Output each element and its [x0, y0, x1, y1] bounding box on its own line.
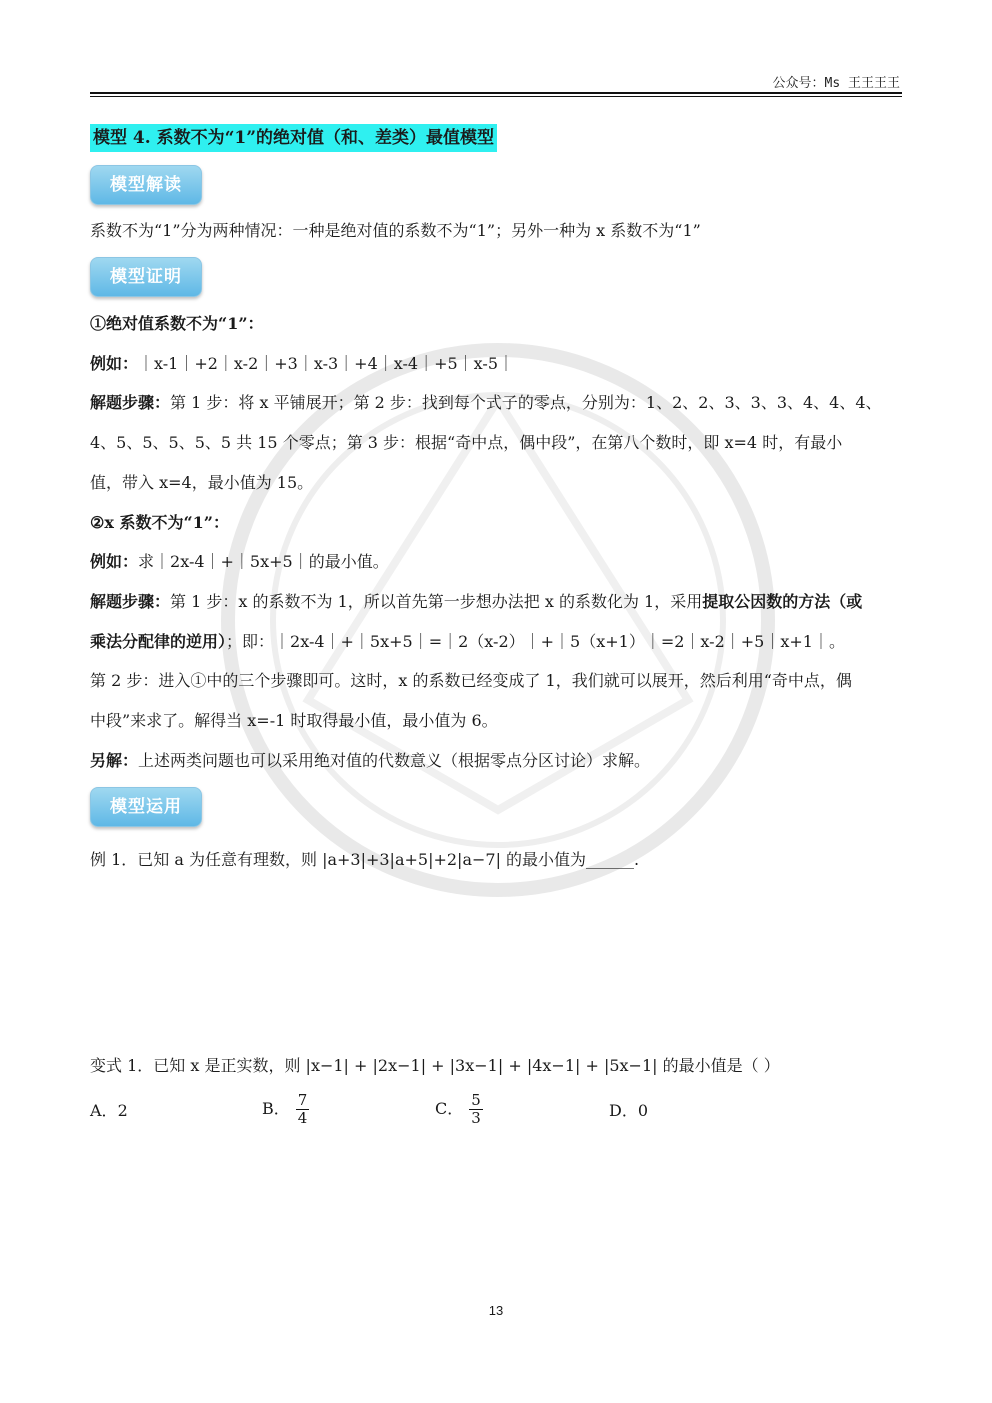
- case2-step2-line1: 第 2 步：进入①中的三个步骤即可。这时，x 的系数已经变成了 1，我们就可以展开，然后利用“奇中点，偶: [90, 671, 852, 690]
- section-title: 模型 4. 系数不为“1”的绝对值（和、差类）最值模型: [90, 124, 497, 152]
- example-text: ｜x-1｜+2｜x-2｜+3｜x-3｜+4｜x-4｜+5｜x-5｜: [138, 354, 515, 373]
- option-c-label: C．: [435, 1099, 464, 1118]
- steps-text: ；即：｜2x-4｜+｜5x+5｜=｜2（x-2）｜+｜5（x+1）｜=2｜x-2｜+5｜x+1｜。: [226, 632, 845, 651]
- alt-solution: [90, 750, 650, 772]
- header-rule-thin: [90, 96, 902, 97]
- example-1: 例 1．已知 a 为任意有理数，则 |a+3|+3|a+5|+2|a−7| 的最小值为______.: [90, 850, 640, 869]
- steps-text: 第 1 步：将 x 平铺展开；第 2 步：找到每个式子的零点，分别为：1、2、2、3、3、3、4、4、4、: [170, 393, 882, 412]
- option-c-denominator: 3: [471, 1109, 481, 1127]
- case1-heading: ①绝对值系数不为“1”：: [90, 314, 264, 333]
- steps-bold: 乘法分配律的逆用）: [90, 632, 227, 651]
- case1-example: [90, 353, 514, 375]
- case2-heading: ②x 系数不为“1”：: [90, 513, 229, 532]
- option-a-label: A．: [90, 1101, 118, 1120]
- option-b-numerator: 7: [297, 1091, 308, 1109]
- header-rule: [90, 92, 902, 94]
- steps-label: 解题步骤：: [90, 592, 171, 611]
- page-number: 13: [488, 1303, 504, 1318]
- option-b-label: B．: [262, 1099, 290, 1118]
- badge-model-apply: 模型运用: [90, 787, 202, 827]
- example-label: 例如：: [90, 354, 139, 373]
- option-b-denominator: 4: [297, 1109, 308, 1127]
- alt-text: 上述两类问题也可以采用绝对值的代数意义（根据零点分区讨论）求解。: [138, 751, 651, 770]
- option-a: [90, 1100, 128, 1122]
- option-b: [262, 1092, 309, 1127]
- case2-step2-line2: 中段”来求了。解得当 x=-1 时取得最小值，最小值为 6。: [90, 711, 498, 730]
- option-c: [435, 1092, 483, 1127]
- example-label: 例如：: [90, 552, 139, 571]
- case1-steps-line1: [90, 392, 882, 414]
- steps-bold: 提取公因数的方法（或: [702, 592, 863, 611]
- option-d-value: 0: [637, 1101, 649, 1120]
- steps-label: 解题步骤：: [90, 393, 171, 412]
- option-b-fraction: [296, 1092, 310, 1127]
- option-d: [609, 1100, 648, 1122]
- alt-label: 另解：: [90, 751, 139, 770]
- steps-text: 第 1 步：x 的系数不为 1，所以首先第一步想办法把 x 的系数化为 1，采用: [170, 592, 703, 611]
- variant-1-stem: 变式 1．已知 x 是正实数，则 |x−1| + |2x−1| + |3x−1| + |4x−1| + |5x−1| 的最小值是（ ）: [90, 1056, 780, 1075]
- case1-steps-line2: 4、5、5、5、5、5 共 15 个零点；第 3 步：根据“奇中点，偶中段”，在第八个数时，即 x=4 时，有最小: [90, 433, 843, 452]
- case2-steps-line1: [90, 591, 862, 613]
- badge-model-interpret: 模型解读: [90, 165, 202, 205]
- case1-steps-line3: 值，带入 x=4，最小值为 15。: [90, 473, 314, 492]
- example-text: 求｜2x-4｜+｜5x+5｜的最小值。: [138, 552, 389, 571]
- option-c-fraction: [469, 1092, 483, 1127]
- header-account: 公众号：Ms 王王王王: [772, 76, 900, 91]
- intro-text: 系数不为“1”分为两种情况：一种是绝对值的系数不为“1”；另外一种为 x 系数不为“1”: [90, 221, 701, 240]
- case2-steps-line2: [90, 631, 845, 653]
- option-c-numerator: 5: [471, 1091, 481, 1109]
- watermark-seal: [218, 340, 778, 900]
- option-d-label: D．: [609, 1101, 638, 1120]
- badge-model-proof: 模型证明: [90, 257, 202, 297]
- option-a-value: 2: [117, 1101, 128, 1120]
- case2-example: [90, 551, 389, 573]
